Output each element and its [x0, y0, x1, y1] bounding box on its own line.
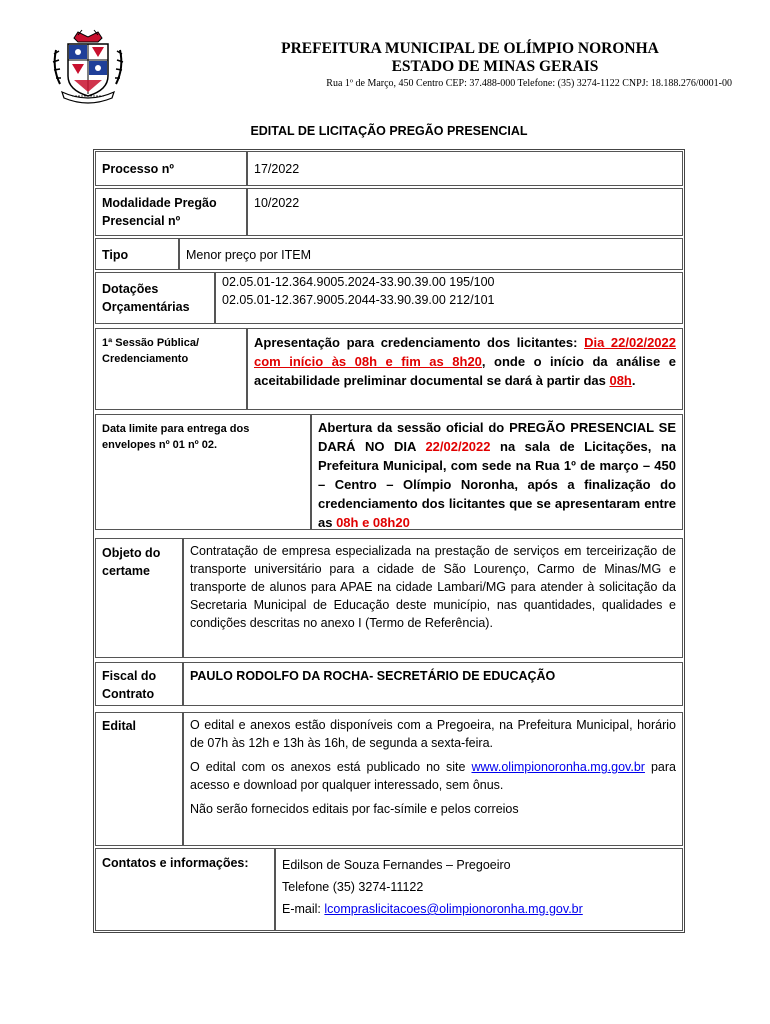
processo-value: 17/2022: [247, 151, 683, 186]
sessao-date-highlight: Dia 22/02/2022 com início às 08h e fim as 8h20: [254, 335, 676, 369]
edital-p2-text-end: para acesso e download por qualquer interessado, sem ônus.: [190, 760, 676, 792]
sessao-value: [247, 328, 683, 410]
dotacoes-value: [215, 272, 683, 324]
modalidade-value: 10/2022: [247, 188, 683, 236]
data-limite-time-highlight: 08h e 08h20: [336, 515, 410, 530]
sessao-text-2: , onde o início da análise e aceitabilidade preliminar documental se dará à partir das: [254, 354, 676, 388]
objeto-value: Contratação de empresa especializada na prestação de serviços em terceirização de transporte universitário para a cidade de São Lourenço, Carmo de Minas/MG e transporte de alunos para APAE na cidade Lambari/MG para atender à solicitação da Secretaria Municipal de Educação deste município, nas quantidades, qualidades e condições descritas no anexo I (Termo de Referência).: [183, 538, 683, 658]
pregoeiro-name: Edilson de Souza Fernandes – Pregoeiro: [282, 858, 511, 872]
dotacao-line-1: 02.05.01-12.364.9005.2024-33.90.39.00 195/100: [222, 275, 495, 289]
data-limite-date-highlight: 22/02/2022: [425, 439, 491, 454]
sessao-text-3: .: [631, 373, 636, 388]
contact-email-row: [282, 898, 676, 920]
fiscal-label: Fiscal do Contrato: [95, 662, 183, 706]
sessao-text-1: Apresentação para credenciamento dos licitantes:: [254, 335, 585, 350]
modalidade-label: Modalidade Pregão Presencial nº: [95, 188, 247, 236]
edital-value: [183, 712, 683, 846]
edital-paragraph-1: O edital e anexos estão disponíveis com a Pregoeira, na Prefeitura Municipal, horário de 07h às 12h e 13h às 16h, de segunda a sexta-feira.: [190, 718, 676, 750]
email-link[interactable]: lcompraslicitacoes@olimpionoronha.mg.gov.br: [324, 902, 583, 916]
processo-label: Processo nº: [95, 151, 247, 186]
sessao-label: 1ª Sessão Pública/ Credenciamento: [95, 328, 247, 410]
header-address: Rua 1º de Março, 450 Centro CEP: 37.488-000 Telefone: (35) 3274-1122 CNPJ: 18.188.276/0001-00: [326, 78, 732, 89]
email-label: E-mail:: [282, 902, 325, 916]
tipo-value: Menor preço por ITEM: [179, 238, 683, 270]
edital-label: Edital: [95, 712, 183, 846]
contatos-label: Contatos e informações:: [95, 848, 275, 931]
data-limite-text-2: na sala de Licitações, na Prefeitura Municipal, com sede na Rua 1º de março – 450 – Centro – Olímpio Noronha, após a finalização do credenciamento dos licitantes que se apresentaram entre as: [318, 439, 676, 530]
contact-phone: Telefone (35) 3274-11122: [282, 880, 424, 894]
dotacoes-label: Dotações Orçamentárias: [95, 272, 215, 324]
tipo-label: Tipo: [95, 238, 179, 270]
contatos-value: [275, 848, 683, 931]
data-limite-text-1: Abertura da sessão oficial do PREGÃO PRESENCIAL SE DARÁ NO DIA: [318, 420, 676, 454]
site-link[interactable]: www.olimpionoronha.mg.gov.br: [471, 760, 645, 774]
data-limite-label: Data limite para entrega dos envelopes nº 01 nº 02.: [95, 414, 311, 530]
document-title: EDITAL DE LICITAÇÃO PREGÃO PRESENCIAL: [250, 124, 528, 138]
header-state: ESTADO DE MINAS GERAIS: [391, 58, 599, 75]
header-municipality: PREFEITURA MUNICIPAL DE OLÍMPIO NORONHA: [281, 40, 659, 57]
sessao-time-highlight: 08h: [609, 373, 632, 388]
edital-paragraph-2: [190, 758, 676, 794]
edital-p2-text: O edital com os anexos está publicado no site: [190, 760, 472, 774]
dotacao-line-2: 02.05.01-12.367.9005.2044-33.90.39.00 212/101: [222, 293, 495, 307]
municipal-coat-of-arms: [48, 28, 128, 106]
fiscal-value: PAULO RODOLFO DA ROCHA- SECRETÁRIO DE EDUCAÇÃO: [183, 662, 683, 706]
objeto-label: Objeto do certame: [95, 538, 183, 658]
data-limite-value: [311, 414, 683, 530]
edital-paragraph-3: Não serão fornecidos editais por fac-símile e pelos correios: [190, 802, 519, 816]
